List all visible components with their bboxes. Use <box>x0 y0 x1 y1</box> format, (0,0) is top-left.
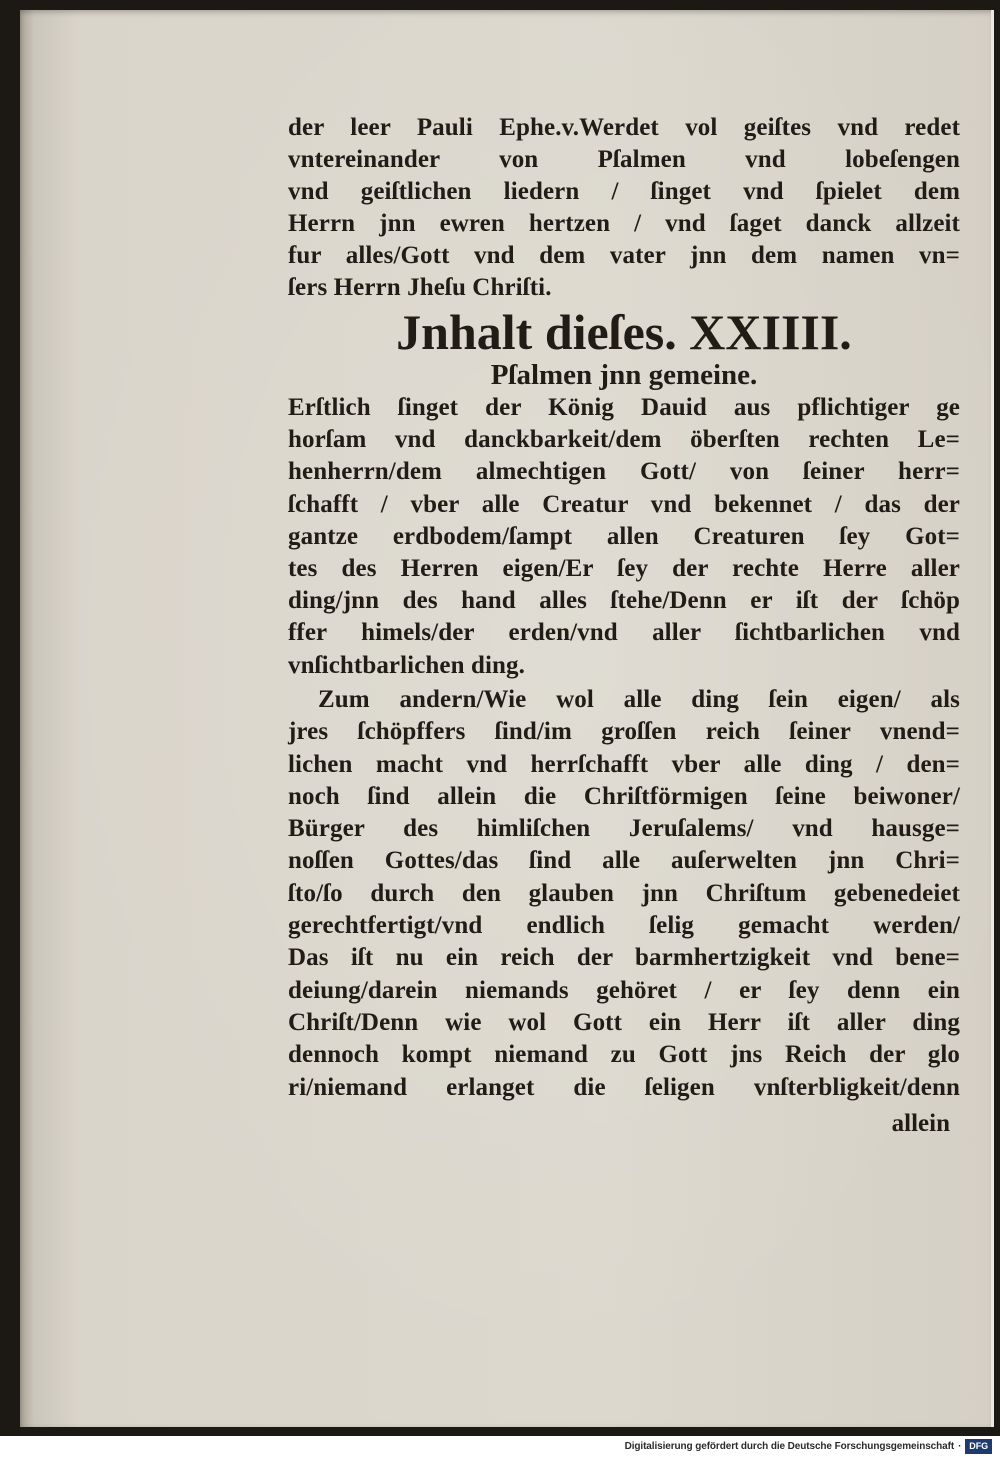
text-line: Bürger des himliſchen Jeruſalems/ vnd hausge= <box>288 815 960 843</box>
paragraph-2 <box>288 684 960 1104</box>
text-line: vnſichtbarlichen ding. <box>288 651 525 679</box>
text-line: Zum andern/Wie wol alle ding ſein eigen/ als <box>318 686 960 713</box>
text-line: lichen macht vnd herrſchafft vber alle ding / den= <box>288 750 960 778</box>
text-line: gerechtfertigt/vnd endlich ſelig gemacht werden/ <box>288 912 960 940</box>
text-line: ri/niemand erlanget die ſeligen vnſterbligkeit/denn <box>288 1073 960 1101</box>
text-line: noſſen Gottes/das ſind alle auſerwelten jnn Chri= <box>288 847 960 875</box>
text-line: ſto/ſo durch den glauben jnn Chriſtum gebenedeiet <box>288 879 960 907</box>
text-line: deiung/darein niemands gehöret / er ſey denn ein <box>288 976 960 1004</box>
text-line: fur alles/Gott vnd dem vater jnn dem namen vn= <box>288 242 960 269</box>
page-edge <box>991 10 994 1427</box>
text-line: der leer Pauli Ephe.v.Werdet vol geiſtes vnd redet <box>288 114 960 141</box>
catchword: allein <box>891 1110 950 1137</box>
paragraph-1 <box>288 392 960 682</box>
text-line: dennoch kompt niemand zu Gott jns Reich der glo <box>288 1041 960 1069</box>
text-line: jres ſchöpffers ſind/im groſſen reich ſeiner vnend= <box>288 718 960 746</box>
text-line: gantze erdbodem/ſampt allen Creaturen ſey Got= <box>288 522 960 550</box>
text-line: vnd geiſtlichen liedern / ſinget vnd ſpielet dem <box>288 178 960 205</box>
text-line: Herrn jnn ewren hertzen / vnd ſaget danck allzeit <box>288 210 960 237</box>
dfg-logo: DFG <box>965 1439 992 1454</box>
text-line: Erſtlich ſinget der König Dauid aus pflichtiger ge <box>288 394 960 421</box>
section-subheading: Pſalmen jnn gemeine. <box>490 359 758 391</box>
footer-separator: · <box>958 1441 962 1452</box>
text-line: horſam vnd danckbarkeit/dem öberſten rechten Le= <box>288 426 960 454</box>
footer-credit: Digitalisierung gefördert durch die Deutsche Forschungsgemeinschaft <box>624 1441 955 1452</box>
text-line: ſchafft / vber alle Creatur vnd bekennet / das der <box>288 490 960 518</box>
intro-text-block <box>288 112 960 304</box>
text-line: noch ſind allein die Chriſtförmigen ſeine beiwoner/ <box>288 782 960 810</box>
section-heading: Jnhalt dieſes. XXIIII. <box>396 304 852 360</box>
text-line: henherrn/dem almechtigen Gott/ von ſeiner herr= <box>288 458 960 486</box>
footer-bar <box>0 1436 1000 1457</box>
text-line: ſers Herrn Jheſu Chriſti. <box>288 274 552 301</box>
text-line: vntereinander von Pſalmen vnd lobeſengen <box>288 146 960 173</box>
text-line: Das iſt nu ein reich der barmhertzigkeit vnd bene= <box>288 944 960 972</box>
footer-credit-group <box>625 1439 992 1454</box>
text-line: ding/jnn des hand alles ſtehe/Denn er iſt der ſchöp <box>288 587 960 615</box>
text-line: ffer himels/der erden/vnd aller ſichtbarlichen vnd <box>288 619 960 647</box>
scanned-page <box>20 10 994 1427</box>
text-line: tes des Herren eigen/Er ſey der rechte Herre aller <box>288 554 960 582</box>
text-line: Chriſt/Denn wie wol Gott ein Herr iſt aller ding <box>288 1008 960 1036</box>
